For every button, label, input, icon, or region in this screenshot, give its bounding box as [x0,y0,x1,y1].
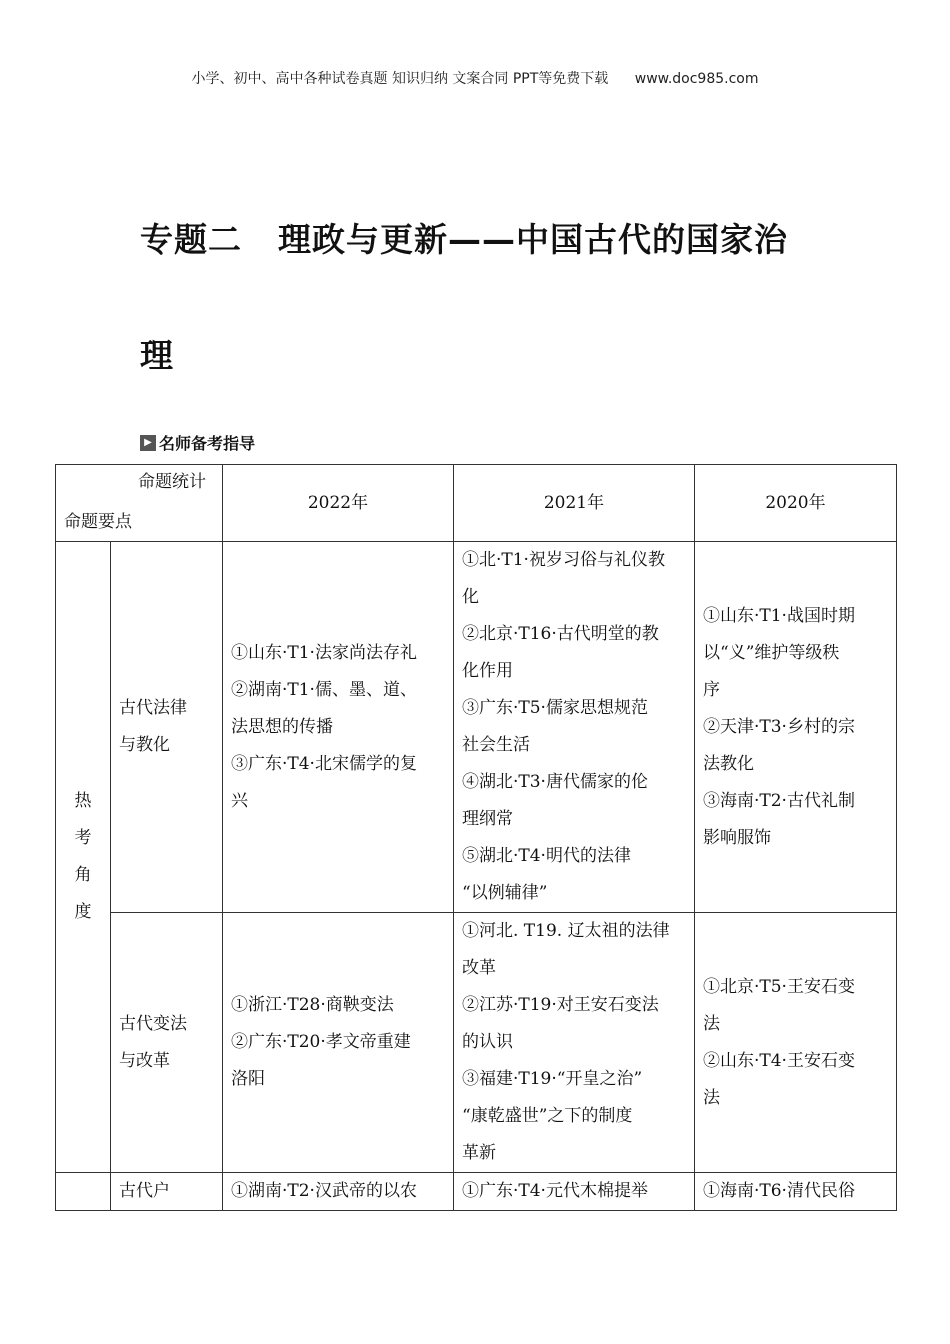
year-header: 2020年 [695,465,897,542]
group-label-char: 热 [74,791,92,811]
topic-cell: 古代户 [111,1173,223,1211]
group-label-cell [56,542,111,1173]
title-part3: 理 [140,336,174,375]
cell-2021: ①北·T1·祝岁习俗与礼仪教 化 ②北京·T16·古代明堂的教 化作用 ③广东·T5·儒家思想规范 社会生活 ④湖北·T3·唐代儒家的伦 理纲常 ⑤湖北·T4·明代的法律 “以例辅律” [454,542,695,913]
title-part2: 理政与更新——中国古代的国家治 [278,220,788,259]
section-label-text: 名师备考指导 [159,434,256,453]
cell-2021: ①广东·T4·元代木棉提举 [454,1173,695,1211]
year-header: 2021年 [454,465,695,542]
section-heading [140,431,255,454]
group-label-char: 角 [74,865,92,885]
corner-cell [56,465,223,542]
header-url[interactable]: www.doc985.com [634,71,759,87]
cell-2020: ①山东·T1·战国时期 以“义”维护等级秩 序 ②天津·T3·乡村的宗 法教化 ③海南·T2·古代礼制 影响服饰 [695,542,897,913]
table-header-row [56,465,897,542]
page-title [140,182,840,414]
cell-2020: ①北京·T5·王安石变 法 ②山东·T4·王安石变 法 [695,913,897,1173]
header-text: 小学、初中、高中各种试卷真题 知识归纳 文案合同 PPT等免费下载 [191,71,609,87]
table-row [56,542,897,913]
corner-top-label: 命题统计 [138,472,206,492]
topic-cell: 古代法律 与教化 [111,542,223,913]
cell-2022: ①湖南·T2·汉武帝的以农 [223,1173,454,1211]
empty-cell [56,1173,111,1211]
table-row [56,913,897,1173]
year-header: 2022年 [223,465,454,542]
cell-2021: ①河北. T19. 辽太祖的法律 改革 ②江苏·T19·对王安石变法 的认识 ③福建·T19·“开皇之治” “康乾盛世”之下的制度 革新 [454,913,695,1173]
play-triangle-icon: ▶ [140,435,156,451]
cell-2022: ①山东·T1·法家尚法存礼 ②湖南·T1·儒、墨、道、 法思想的传播 ③广东·T4·北宋儒学的复 兴 [223,542,454,913]
table-row [56,1173,897,1211]
topic-cell: 古代变法 与改革 [111,913,223,1173]
title-part1: 专题二 [140,220,242,259]
page-header [0,68,950,88]
corner-bottom-label: 命题要点 [64,512,132,532]
cell-2022: ①浙江·T28·商鞅变法 ②广东·T20·孝文帝重建 洛阳 [223,913,454,1173]
group-label-char: 考 [74,828,92,848]
exam-guide-table [55,464,897,1211]
cell-2020: ①海南·T6·清代民俗 [695,1173,897,1211]
group-label-char: 度 [74,902,92,922]
